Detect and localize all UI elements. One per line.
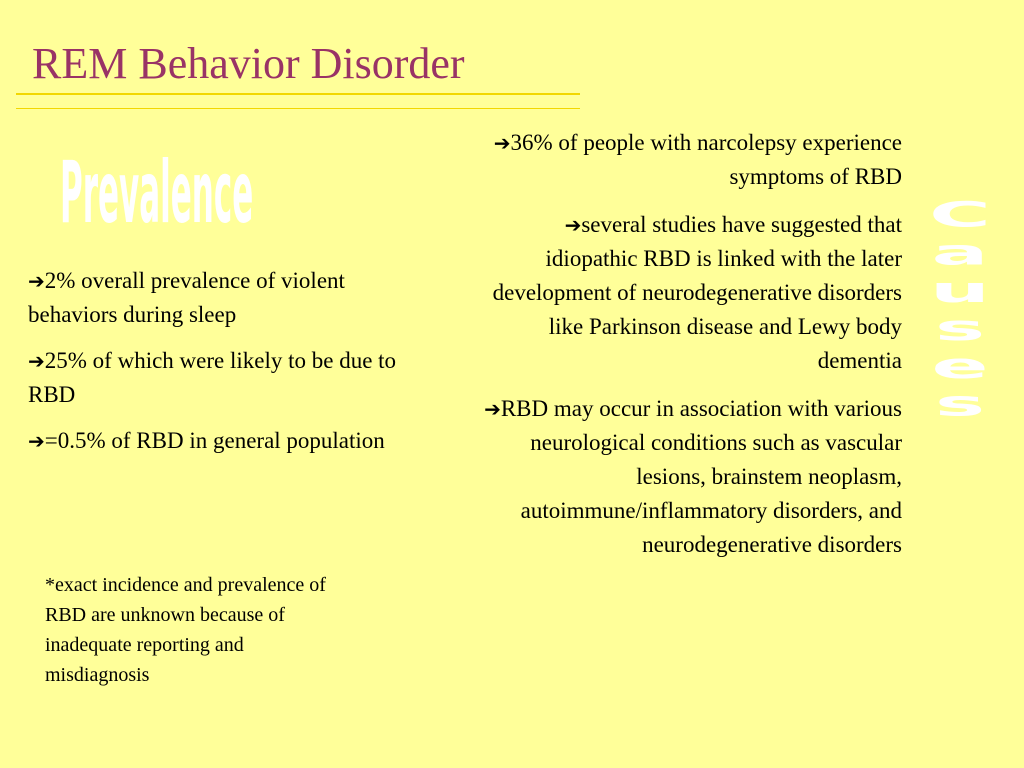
arrow-icon: ➔ xyxy=(564,213,582,237)
arrow-icon: ➔ xyxy=(28,429,45,453)
arrow-icon: ➔ xyxy=(493,131,511,155)
causes-heading-letter: a xyxy=(931,232,989,273)
causes-heading xyxy=(899,196,1021,423)
prevalence-bullet xyxy=(28,264,408,332)
causes-heading-letter: s xyxy=(934,383,986,424)
title-underline xyxy=(16,93,580,95)
arrow-icon: ➔ xyxy=(484,397,501,421)
prevalence-bullet-text: =0.5% of RBD in general population xyxy=(44,428,385,453)
arrow-icon: ➔ xyxy=(28,349,45,373)
prevalence-bullet-text: 25% of which were likely to be due to RBD xyxy=(28,348,397,407)
causes-bullet-list xyxy=(478,126,902,576)
causes-bullet-text: RBD may occur in association with various neurological conditions such as vascular lesions, brainstem neoplasm, autoimmune/inflammatory disorders, and neurodegenerative disorders xyxy=(500,396,902,557)
causes-heading-letter: e xyxy=(931,345,989,387)
prevalence-bullet-list xyxy=(28,264,408,470)
slide-title: REM Behavior Disorder xyxy=(32,39,465,88)
title-underline-secondary xyxy=(16,108,580,109)
prevalence-bullet xyxy=(28,424,408,458)
causes-bullet xyxy=(478,392,902,562)
causes-heading-letter: u xyxy=(930,269,990,311)
causes-bullet-text: 36% of people with narcolepsy experience symptoms of RBD xyxy=(510,130,902,189)
causes-bullet-text: several studies have suggested that idiopathic RBD is linked with the later development of neurodegenerative disorders like Parkinson disease and Lewy body dementia xyxy=(492,212,902,373)
causes-heading-letter: s xyxy=(934,307,986,349)
footnote: *exact incidence and prevalence of RBD are unknown because of inadequate reporting and misdiagnosis xyxy=(45,574,326,686)
causes-bullet xyxy=(478,126,902,194)
causes-bullet xyxy=(478,208,902,378)
arrow-icon: ➔ xyxy=(28,269,45,293)
prevalence-heading: Prevalence xyxy=(60,143,254,243)
causes-heading-letter: C xyxy=(929,194,991,235)
prevalence-bullet-text: 2% overall prevalence of violent behaviors during sleep xyxy=(28,268,345,327)
prevalence-bullet xyxy=(28,344,408,412)
